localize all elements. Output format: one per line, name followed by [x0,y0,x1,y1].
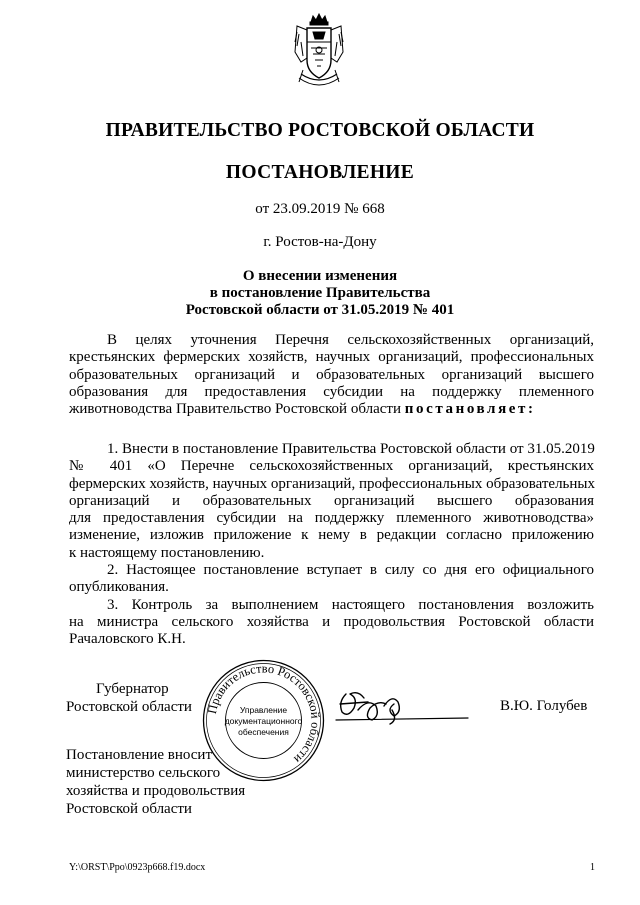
stamp-inner-line: Управление [239,705,288,715]
handwritten-signature [328,680,478,730]
paragraph-line: к настоящему постановлению. [69,544,265,561]
organization-title: ПРАВИТЕЛЬСТВО РОСТОВСКОЙ ОБЛАСТИ [105,120,535,141]
document-subject [0,268,640,319]
paragraph-line: опубликования. [69,579,169,596]
page-number: 1 [590,862,595,873]
decree-word: постановляет: [404,401,536,418]
rostov-oblast-coat-of-arms-icon [293,12,345,92]
paragraph-line: крестьянских фермерских хозяйств, научных организаций, профессиональных [69,349,594,366]
resolution-items [69,441,594,649]
document-type-title: ПОСТАНОВЛЕНИЕ [225,162,415,183]
subject-line: О внесении изменения [242,268,398,284]
paragraph-line: изменение, изложив приложение к нему в редакции согласно приложению [69,527,594,544]
paragraph-line: 1. Внести в постановление Правительства Ростовской области от 31.05.2019 [107,441,595,457]
item-2 [69,562,594,597]
paragraph-line [69,401,594,418]
document-city: г. Ростов-на-Дону [263,234,377,250]
paragraph-line: 3. Контроль за выполнением настоящего постановления возложить [107,596,594,613]
stamp-inner-line: документационного [224,716,303,726]
signatory-title [66,680,192,716]
preamble-paragraph [69,332,594,418]
paragraph-line: В целях уточнения Перечня сельскохозяйственных организаций, [107,332,594,348]
paragraph-line: организаций и образовательных организаций высшего образования [69,492,594,509]
paragraph-line: образовательных организаций и образовательных организаций высшего [69,366,594,383]
stamp-inner-line: обеспечения [238,727,289,737]
paragraph-line: на министра сельского хозяйства и продовольствия Ростовской области [69,613,594,630]
stamp-ring-text: Правительство Ростовской области [204,661,323,767]
paragraph-line-text: животноводства Правительство Ростовской области [69,401,401,418]
paragraph-line: № 401 «О Перечне сельскохозяйственных организаций, крестьянских [69,458,594,475]
signatory-position: Губернатор [96,681,169,697]
file-path: Y:\ORST\Ppo\0923p668.f19.docx [69,862,206,873]
document-date-number: от 23.09.2019 № 668 [255,201,385,217]
note-line: Постановление вносит [66,747,213,763]
note-line: Ростовской области [66,801,192,817]
subject-line: Ростовской области от 31.05.2019 № 401 [185,302,455,318]
paragraph-line: образования для предоставления субсидии на поддержку племенного [69,383,594,400]
item-1 [69,441,594,562]
paragraph-line: 2. Настоящее постановление вступает в силу со дня его официального [107,562,594,579]
paragraph-line: Рачаловского К.Н. [69,631,186,648]
subject-line: в постановление Правительства [209,285,431,301]
signatory-region: Ростовской области [66,699,192,715]
item-3 [69,597,594,649]
paragraph-line: для предоставления субсидии на поддержку племенного животноводства» [69,510,594,527]
submitter-note [66,746,245,818]
note-line: хозяйства и продовольствия [66,783,246,799]
signatory-name: В.Ю. Голубев [500,698,588,714]
paragraph-line: фермерских хозяйств, научных организаций, профессиональных образовательных [69,475,595,492]
note-line: министерство сельского [66,765,221,781]
